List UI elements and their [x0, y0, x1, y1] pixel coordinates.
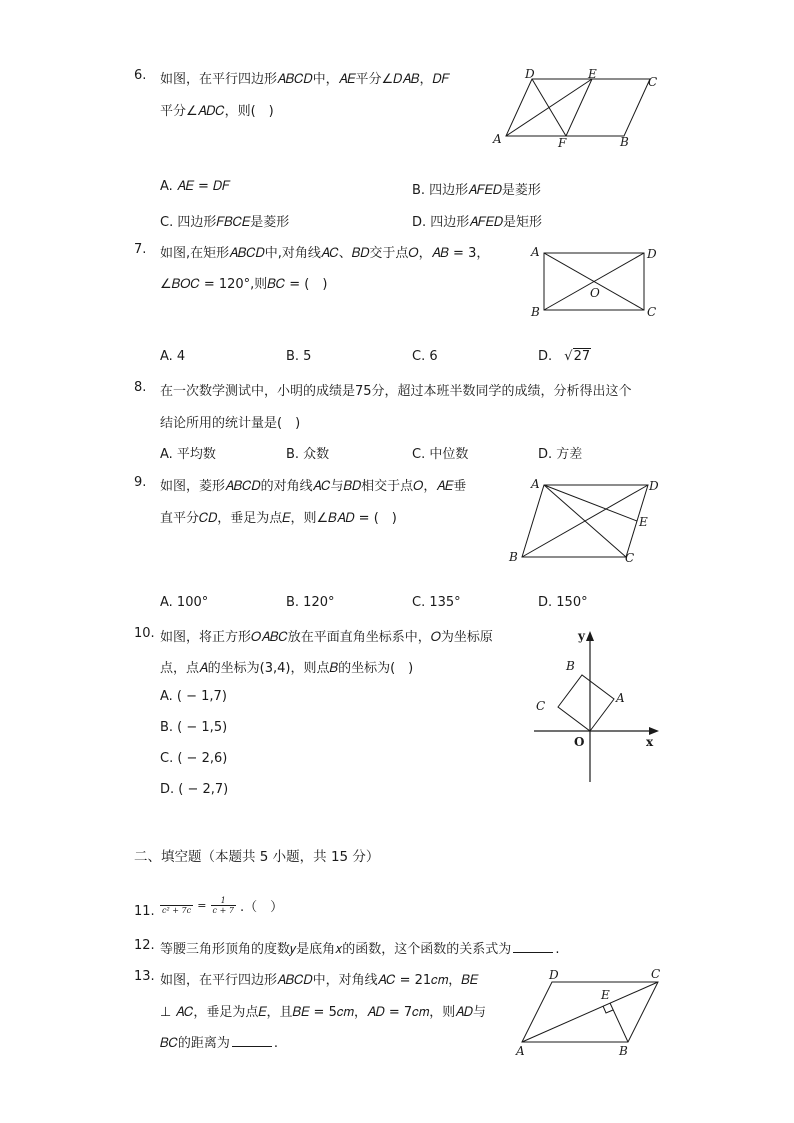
- q6-label-e: E: [588, 67, 597, 81]
- q9-number: 9.: [134, 475, 147, 490]
- q12-answer-blank[interactable]: [513, 941, 553, 953]
- q7-option-a: A. 4: [160, 349, 186, 364]
- q10-option-b: B. ( − 1,5): [160, 720, 228, 735]
- q10-number: 10.: [134, 626, 155, 641]
- q13-label-a: A: [516, 1044, 525, 1058]
- q7-option-b: B. 5: [286, 349, 312, 364]
- q6-parallelogram-figure: [488, 66, 668, 152]
- q8-stem-line2: 结论所用的统计量是( ): [160, 416, 301, 431]
- q7-option-d-letter: D.: [538, 349, 553, 364]
- q7-stem-line2: ∠𝐵𝑂𝐶 = 120°,则𝐵𝐶 = ( ): [160, 277, 328, 292]
- q13-label-b: B: [619, 1044, 628, 1058]
- q10-coordinate-figure: [528, 626, 668, 788]
- q13-label-c: C: [651, 967, 661, 981]
- q6-number: 6.: [134, 68, 147, 83]
- q7-label-c: C: [647, 305, 657, 319]
- q7-option-d-radical: √27: [564, 349, 591, 364]
- q6-label-d: D: [525, 67, 535, 81]
- q13-answer-blank[interactable]: [232, 1035, 272, 1047]
- q8-option-b: B. 众数: [286, 447, 330, 462]
- q10-stem-line2: 点，点𝐴的坐标为(3,4)，则点𝐵的坐标为( ): [160, 661, 414, 676]
- q13-stem-line1: 如图，在平行四边形𝐴𝐵𝐶𝐷中，对角线𝐴𝐶 = 21𝑐𝑚，𝐵𝐸: [160, 973, 479, 988]
- q10-option-c: C. ( − 2,6): [160, 751, 228, 766]
- q9-rhombus-figure: [500, 472, 670, 572]
- q10-label-a: A: [616, 691, 625, 705]
- q7-label-b: B: [531, 305, 540, 319]
- q7-rectangle-figure: [526, 242, 666, 322]
- q7-option-c: C. 6: [412, 349, 438, 364]
- q9-option-d: D. 150°: [538, 595, 588, 610]
- q13-label-d: D: [549, 968, 559, 982]
- q13-number: 13.: [134, 969, 155, 984]
- q7-stem-line1: 如图,在矩形𝐴𝐵𝐶𝐷中,对角线𝐴𝐶、𝐵𝐷交于点𝑂，𝐴𝐵 = 3，: [160, 246, 490, 261]
- q12-tail: .: [555, 942, 560, 957]
- q9-label-b: B: [509, 550, 518, 564]
- q12-number: 12.: [134, 938, 155, 953]
- q10-axis-y-label: y: [578, 629, 585, 643]
- section2-title: 二、填空题（本题共 5 小题，共 15 分）: [134, 849, 380, 865]
- q9-option-c: C. 135°: [412, 595, 461, 610]
- q6-label-b: B: [620, 135, 629, 149]
- q11-fraction-left: [160, 896, 193, 915]
- q11-fraction-left-denominator: c² + 7c: [162, 906, 192, 915]
- q13-label-e: E: [601, 988, 610, 1002]
- q13-stem-line3: [160, 1032, 278, 1051]
- q11-expression: [160, 896, 283, 915]
- q8-option-c: C. 中位数: [412, 447, 469, 462]
- q13-tail: .: [273, 1036, 278, 1051]
- q10-axis-x-label: x: [646, 735, 654, 749]
- q11-tail: .（ ）: [240, 900, 284, 915]
- q9-label-e: E: [639, 515, 648, 529]
- q9-option-a: A. 100°: [160, 595, 209, 610]
- q6-option-b: B. 四边形𝐴𝐹𝐸𝐷是菱形: [412, 183, 541, 198]
- q6-option-a: A. 𝐴𝐸 = 𝐷𝐹: [160, 179, 230, 194]
- q6-option-d: D. 四边形𝐴𝐹𝐸𝐷是矩形: [412, 215, 543, 230]
- q12-stem: [160, 938, 559, 957]
- q11-number: 11.: [134, 904, 155, 919]
- q9-option-b: B. 120°: [286, 595, 335, 610]
- q7-label-o: O: [590, 286, 600, 300]
- q7-label-d: D: [647, 247, 657, 261]
- q13-text: 𝐵𝐶的距离为: [160, 1036, 230, 1051]
- q10-option-d: D. ( − 2,7): [160, 782, 229, 797]
- q10-label-b: B: [566, 659, 575, 673]
- q11-fraction-right: [211, 896, 236, 915]
- q13-parallelogram-figure: [508, 964, 668, 1060]
- q8-number: 8.: [134, 380, 147, 395]
- q10-stem-line1: 如图，将正方形𝑂𝐴𝐵𝐶放在平面直角坐标系中，𝑂为坐标原: [160, 630, 493, 645]
- q11-fraction-right-numerator: 1: [211, 896, 236, 906]
- q8-stem-line1: 在一次数学测试中，小明的成绩是75分，超过本班半数同学的成绩，分析得出这个: [160, 384, 632, 399]
- q7-option-d-radicand: 27: [573, 349, 591, 364]
- q8-option-d: D. 方差: [538, 447, 583, 462]
- q11-equals: =: [197, 899, 207, 912]
- q9-stem-line2: 直平分𝐶𝐷，垂足为点𝐸，则∠𝐵𝐴𝐷 = ( ): [160, 511, 397, 526]
- q12-text: 等腰三角形顶角的度数𝑦是底角𝑥的函数，这个函数的关系式为: [160, 942, 512, 957]
- q8-option-a: A. 平均数: [160, 447, 216, 462]
- q7-option-d: [538, 349, 591, 364]
- q10-label-o: O: [574, 735, 585, 749]
- q6-stem-line2: 平分∠𝐴𝐷𝐶，则( ): [160, 104, 274, 119]
- q7-label-a: A: [531, 245, 540, 259]
- q13-stem-line2: ⊥ 𝐴𝐶，垂足为点𝐸，且𝐵𝐸 = 5𝑐𝑚，𝐴𝐷 = 7𝑐𝑚，则𝐴𝐷与: [160, 1005, 487, 1020]
- q6-option-c: C. 四边形𝐹𝐵𝐶𝐸是菱形: [160, 215, 290, 230]
- q11-fraction-right-denominator: c + 7: [212, 906, 234, 915]
- q9-stem-line1: 如图，菱形𝐴𝐵𝐶𝐷的对角线𝐴𝐶与𝐵𝐷相交于点𝑂，𝐴𝐸垂: [160, 479, 467, 494]
- q7-number: 7.: [134, 242, 147, 257]
- q6-label-a: A: [493, 132, 502, 146]
- q6-stem-line1: 如图，在平行四边形𝐴𝐵𝐶𝐷中，𝐴𝐸平分∠𝐷𝐴𝐵，𝐷𝐹: [160, 72, 450, 87]
- q10-option-a: A. ( − 1,7): [160, 689, 227, 704]
- q9-label-a: A: [531, 477, 540, 491]
- q11-fraction-left-numerator: [160, 896, 193, 906]
- q6-label-c: C: [648, 75, 658, 89]
- q6-label-f: F: [558, 136, 567, 150]
- q9-label-c: C: [625, 551, 635, 565]
- q9-label-d: D: [649, 479, 659, 493]
- q10-label-c: C: [536, 699, 546, 713]
